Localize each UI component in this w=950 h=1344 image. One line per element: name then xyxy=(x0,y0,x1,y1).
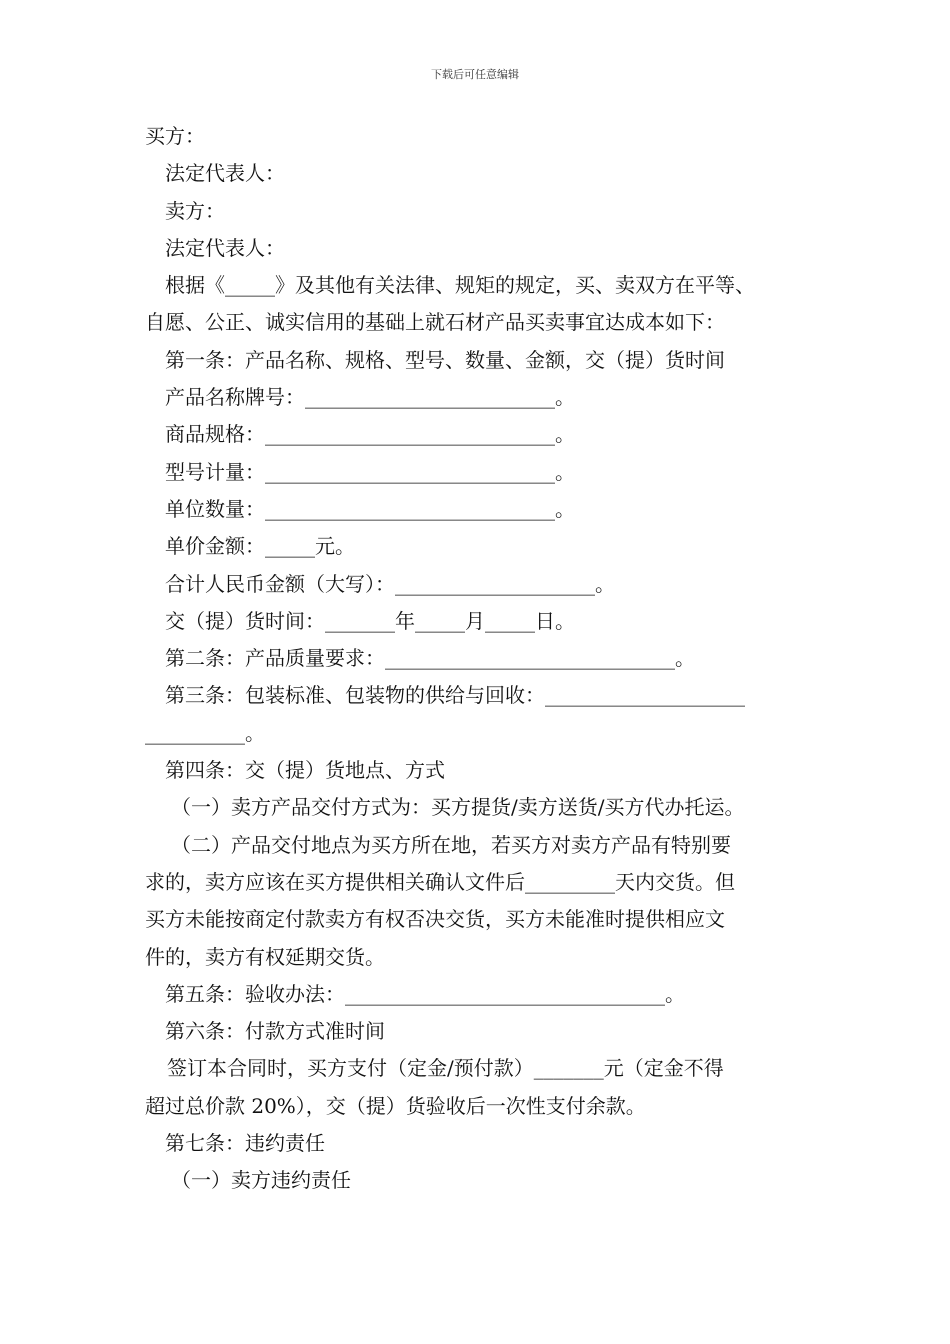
model-measure-field: 型号计量：_____________________________。 xyxy=(165,459,575,484)
preamble-line-2: 自愿、公正、诚实信用的基础上就石材产品买卖事宜达成本如下： xyxy=(145,310,725,335)
article-4-heading: 第四条：交（提）货地点、方式 xyxy=(165,758,445,783)
article-4-item-1: （一）卖方产品交付方式为：买方提货/卖方送货/买方代办托运。 xyxy=(171,795,745,820)
contract-body xyxy=(145,118,810,1200)
seller-line: 卖方： xyxy=(165,198,225,223)
article-3-packaging-cont: __________。 xyxy=(145,720,265,745)
article-6-heading: 第六条：付款方式准时间 xyxy=(165,1019,385,1044)
article-7-item-1: （一）卖方违约责任 xyxy=(171,1168,351,1193)
article-4-item-2-line-3: 买方未能按商定付款卖方有权否决交货，买方未能准时提供相应文 xyxy=(145,907,725,932)
delivery-time-field: 交（提）货时间：_______年_____月_____日。 xyxy=(165,608,575,633)
article-6-payment-line-1: 签订本合同时，买方支付（定金/预付款）_______元（定金不得 xyxy=(167,1056,724,1081)
article-4-item-2-line-1: （二）产品交付地点为买方所在地，若买方对卖方产品有特别要 xyxy=(171,832,731,857)
article-4-item-2-line-2: 求的，卖方应该在买方提供相关确认文件后_________天内交货。但 xyxy=(145,869,735,894)
unit-quantity-field: 单位数量：_____________________________。 xyxy=(165,496,575,521)
unit-price-field: 单价金额：_____元。 xyxy=(165,534,355,559)
buyer-line: 买方： xyxy=(145,124,205,148)
article-1-heading: 第一条：产品名称、规格、型号、数量、金额，交（提）货时间 xyxy=(165,347,725,372)
page-header-note: 下载后可任意编辑 xyxy=(431,68,519,81)
article-4-item-2-line-4: 件的，卖方有权延期交货。 xyxy=(145,944,385,969)
seller-representative-line: 法定代表人： xyxy=(165,235,285,260)
buyer-representative-line: 法定代表人： xyxy=(165,161,285,186)
preamble-line-1: 根据《_____》及其他有关法律、规矩的规定，买、卖双方在平等、 xyxy=(165,273,755,298)
article-6-payment-line-2: 超过总价款 20%），交（提）货验收后一次性支付余款。 xyxy=(145,1093,646,1118)
product-spec-field: 商品规格：_____________________________。 xyxy=(165,422,575,447)
article-5-acceptance: 第五条：验收办法：________________________________。 xyxy=(165,981,685,1006)
total-amount-field: 合计人民币金额（大写）：____________________。 xyxy=(165,571,615,596)
article-3-packaging: 第三条：包装标准、包装物的供给与回收：____________________ xyxy=(165,683,745,708)
article-7-heading: 第七条：违约责任 xyxy=(165,1131,325,1156)
product-name-field: 产品名称牌号：_________________________。 xyxy=(165,385,575,410)
article-2-quality: 第二条：产品质量要求：_____________________________。 xyxy=(165,646,695,671)
